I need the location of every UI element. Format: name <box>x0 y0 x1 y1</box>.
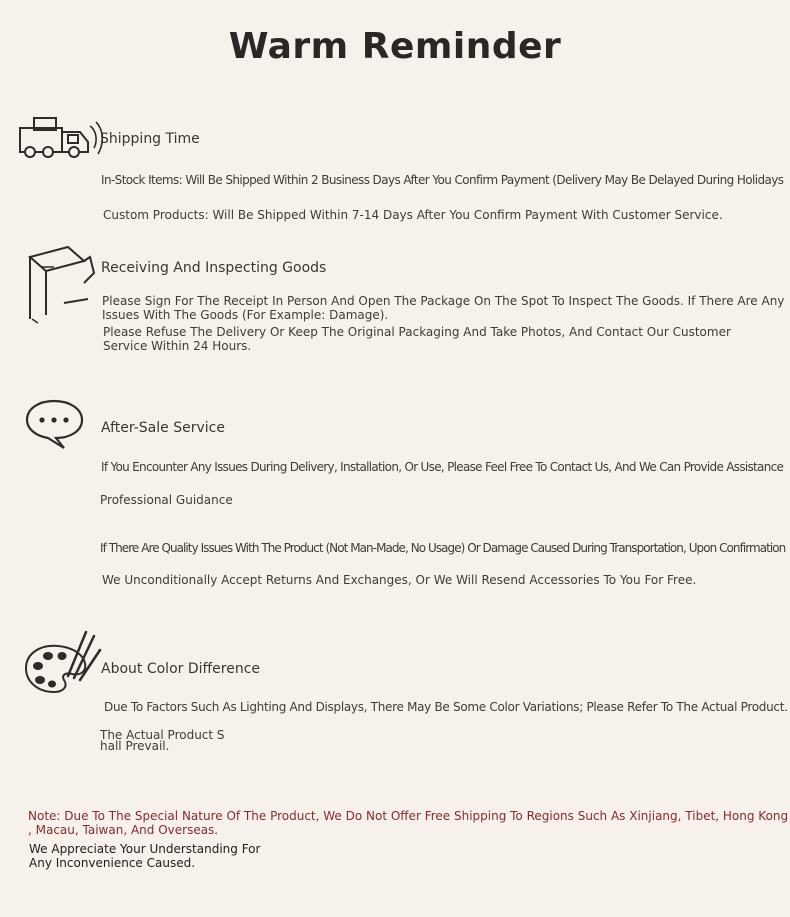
section-heading-shipping: Shipping Time <box>100 131 200 147</box>
section-heading-receiving: Receiving And Inspecting Goods <box>101 260 327 276</box>
receiving-para2-line1: Please Refuse The Delivery Or Keep The Original Packaging And Take Photos, And Contact Our Customer <box>103 325 731 339</box>
paint-palette-icon <box>24 624 102 696</box>
color-line1: Due To Factors Such As Lighting And Displays, There May Be Some Color Variations; Please Refer To The Actual Product. <box>104 700 788 714</box>
note-line2: , Macau, Taiwan, And Overseas. <box>28 823 219 837</box>
section-heading-color: About Color Difference <box>101 661 261 677</box>
note-line1: Note: Due To The Special Nature Of The Product, We Do Not Offer Free Shipping To Regions Such As Xinjiang, Tibet, Hong Kong <box>28 809 789 823</box>
receiving-para2-line2: Service Within 24 Hours. <box>103 339 252 353</box>
after-sale-line3: If There Are Quality Issues With The Product (Not Man-Made, No Usage) Or Damage Caused During Transportation, Upon Confirmation <box>100 541 786 555</box>
truck-icon <box>18 114 106 162</box>
after-sale-line1: If You Encounter Any Issues During Delivery, Installation, Or Use, Please Feel Free To Contact Us, And We Can Provide Assistance <box>101 460 784 474</box>
package-icon <box>24 243 98 325</box>
receiving-para1-line2: Issues With The Goods (For Example: Damage). <box>102 308 389 322</box>
receiving-para1-line1: Please Sign For The Receipt In Person And Open The Package On The Spot To Inspect The Goods. If There Are Any <box>102 294 785 308</box>
after-sale-line4: We Unconditionally Accept Returns And Exchanges, Or We Will Resend Accessories To You For Free. <box>102 573 697 587</box>
color-line2a: The Actual Product S <box>100 728 225 742</box>
appreciation-line1: We Appreciate Your Understanding For <box>29 842 261 856</box>
appreciation-line2: Any Inconvenience Caused. <box>29 856 196 870</box>
section-heading-after-sale: After-Sale Service <box>101 420 225 436</box>
page-title: Warm Reminder <box>228 26 562 67</box>
chat-bubble-icon <box>24 398 86 450</box>
color-line2b: hall Prevail. <box>100 739 170 753</box>
after-sale-line2: Professional Guidance <box>100 493 233 507</box>
shipping-line-custom: Custom Products: Will Be Shipped Within 7-14 Days After You Confirm Payment With Customer Service. <box>103 208 723 222</box>
shipping-line-in-stock: In-Stock Items: Will Be Shipped Within 2 Business Days After You Confirm Payment (Delivery May Be Delayed During Holidays <box>101 173 784 187</box>
